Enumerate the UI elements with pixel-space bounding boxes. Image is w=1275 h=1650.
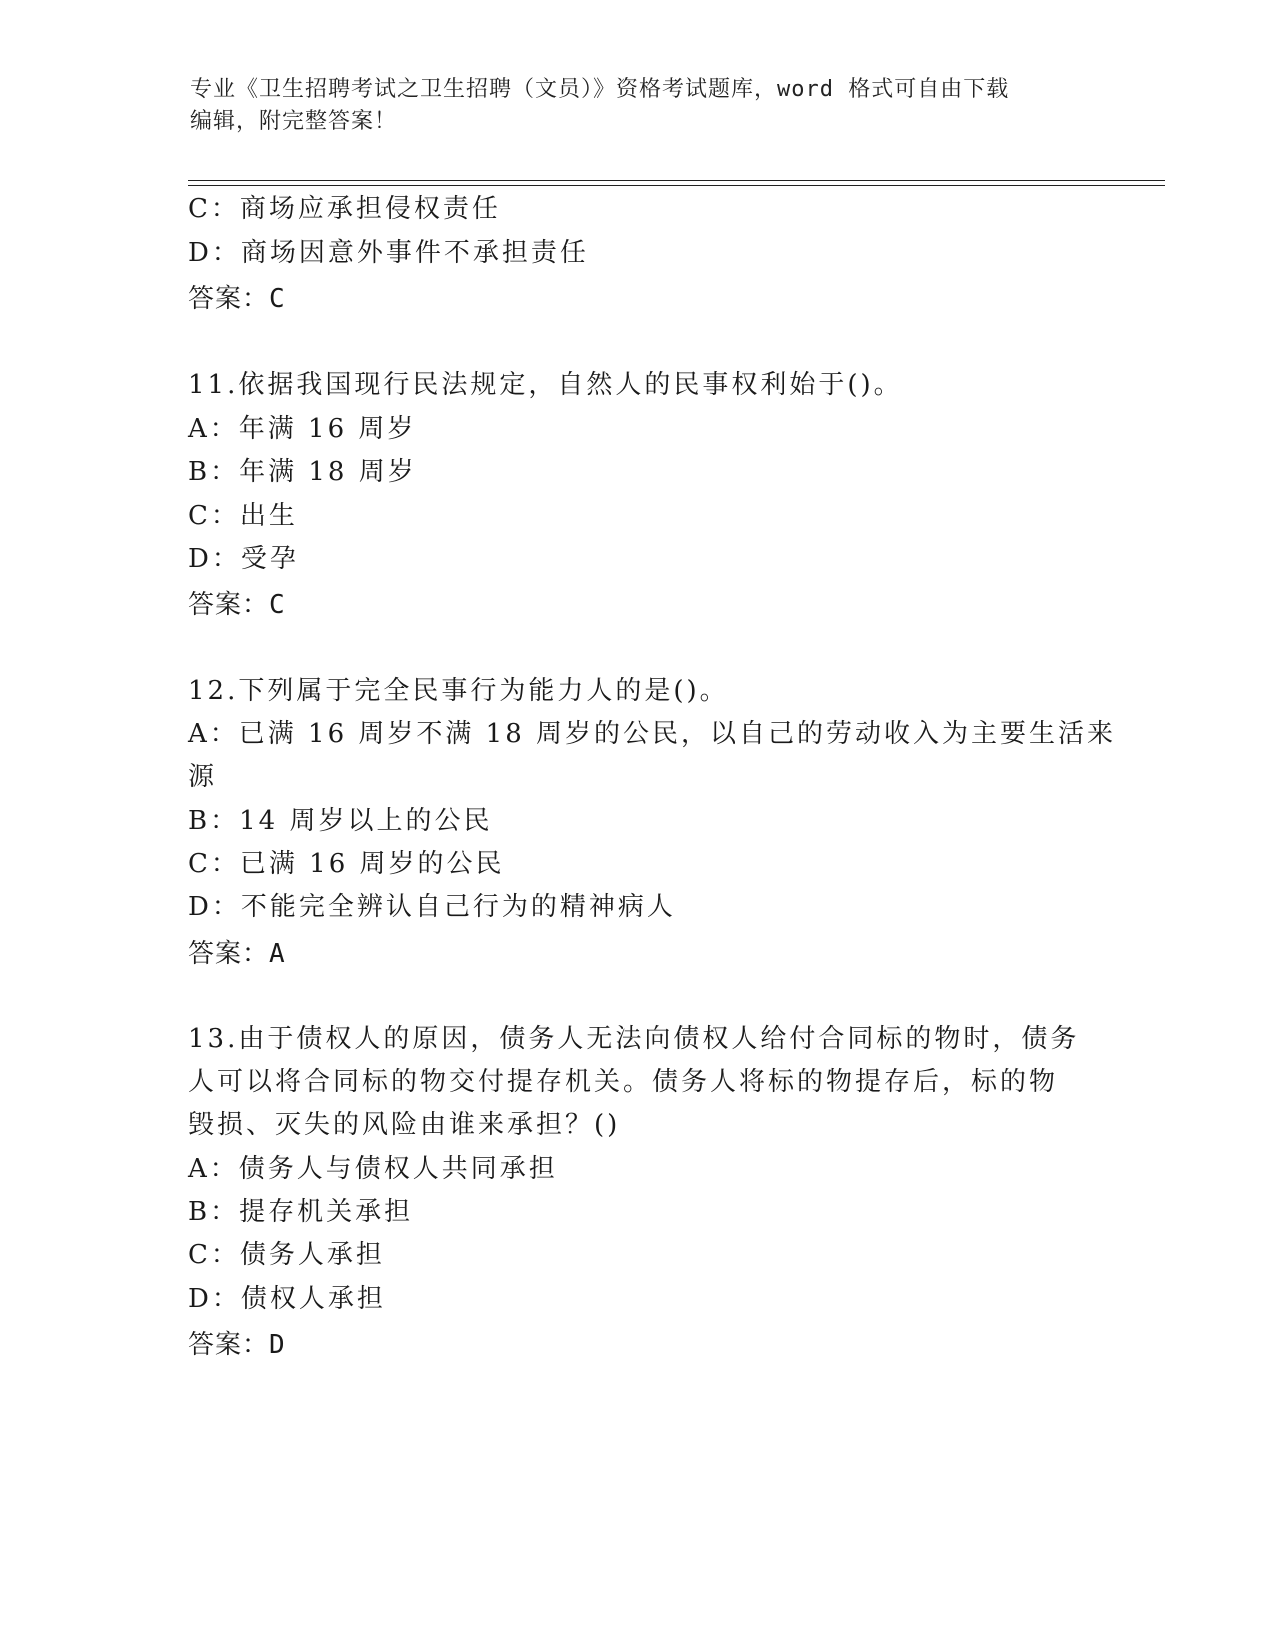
question-11-stem: 11.依据我国现行民法规定，自然人的民事权利始于()。 — [188, 370, 903, 400]
answer-label: 答案： — [188, 1330, 270, 1360]
question-13-option-b: B：提存机关承担 — [188, 1197, 414, 1227]
question-13-stem-2: 人可以将合同标的物交付提存机关。债务人将标的物提存后，标的物 — [188, 1067, 1059, 1097]
question-12-stem: 12.下列属于完全民事行为能力人的是()。 — [188, 676, 729, 706]
question-13-stem-3: 毁损、灭失的风险由谁来承担？() — [188, 1110, 621, 1140]
answer-value: A — [269, 939, 286, 969]
question-13-option-a: A：债务人与债权人共同承担 — [188, 1154, 558, 1184]
answer-label: 答案： — [188, 284, 270, 314]
answer-label: 答案： — [188, 939, 270, 969]
carryover-option-c: C：商场应承担侵权责任 — [188, 194, 501, 224]
answer-value: C — [269, 284, 286, 314]
question-13-answer — [188, 1328, 286, 1362]
question-13-option-c: C：债务人承担 — [188, 1240, 385, 1270]
question-11-option-a: A：年满 16 周岁 — [188, 414, 417, 444]
header-divider-top — [188, 180, 1165, 181]
question-12-option-b: B：14 周岁以上的公民 — [188, 806, 493, 836]
question-13-option-d: D：债权人承担 — [188, 1284, 386, 1314]
question-11-option-c: C：出生 — [188, 501, 298, 531]
question-12-option-d: D：不能完全辨认自己行为的精神病人 — [188, 892, 676, 922]
header-line-2: 编辑，附完整答案！ — [190, 109, 398, 134]
question-12-option-c: C：已满 16 周岁的公民 — [188, 849, 505, 879]
question-13-stem-1: 13.由于债权人的原因，债务人无法向债权人给付合同标的物时，债务 — [188, 1024, 1080, 1054]
question-12-option-a-cont: 源 — [188, 762, 218, 792]
question-11-answer — [188, 588, 286, 622]
question-11-option-b: B：年满 18 周岁 — [188, 457, 417, 487]
answer-label: 答案： — [188, 590, 270, 620]
header-divider-bottom — [188, 185, 1165, 186]
answer-value: C — [269, 590, 286, 620]
question-11-option-d: D：受孕 — [188, 544, 299, 574]
carryover-option-d: D：商场因意外事件不承担责任 — [188, 238, 589, 268]
answer-value: D — [269, 1330, 286, 1360]
header-line-1: 专业《卫生招聘考试之卫生招聘（文员）》资格考试题库，word 格式可自由下载 — [190, 77, 1010, 102]
document-header — [190, 74, 1090, 138]
question-12-answer — [188, 937, 286, 971]
carryover-answer — [188, 282, 286, 316]
question-12-option-a: A：已满 16 周岁不满 18 周岁的公民，以自己的劳动收入为主要生活来 — [188, 719, 1117, 749]
